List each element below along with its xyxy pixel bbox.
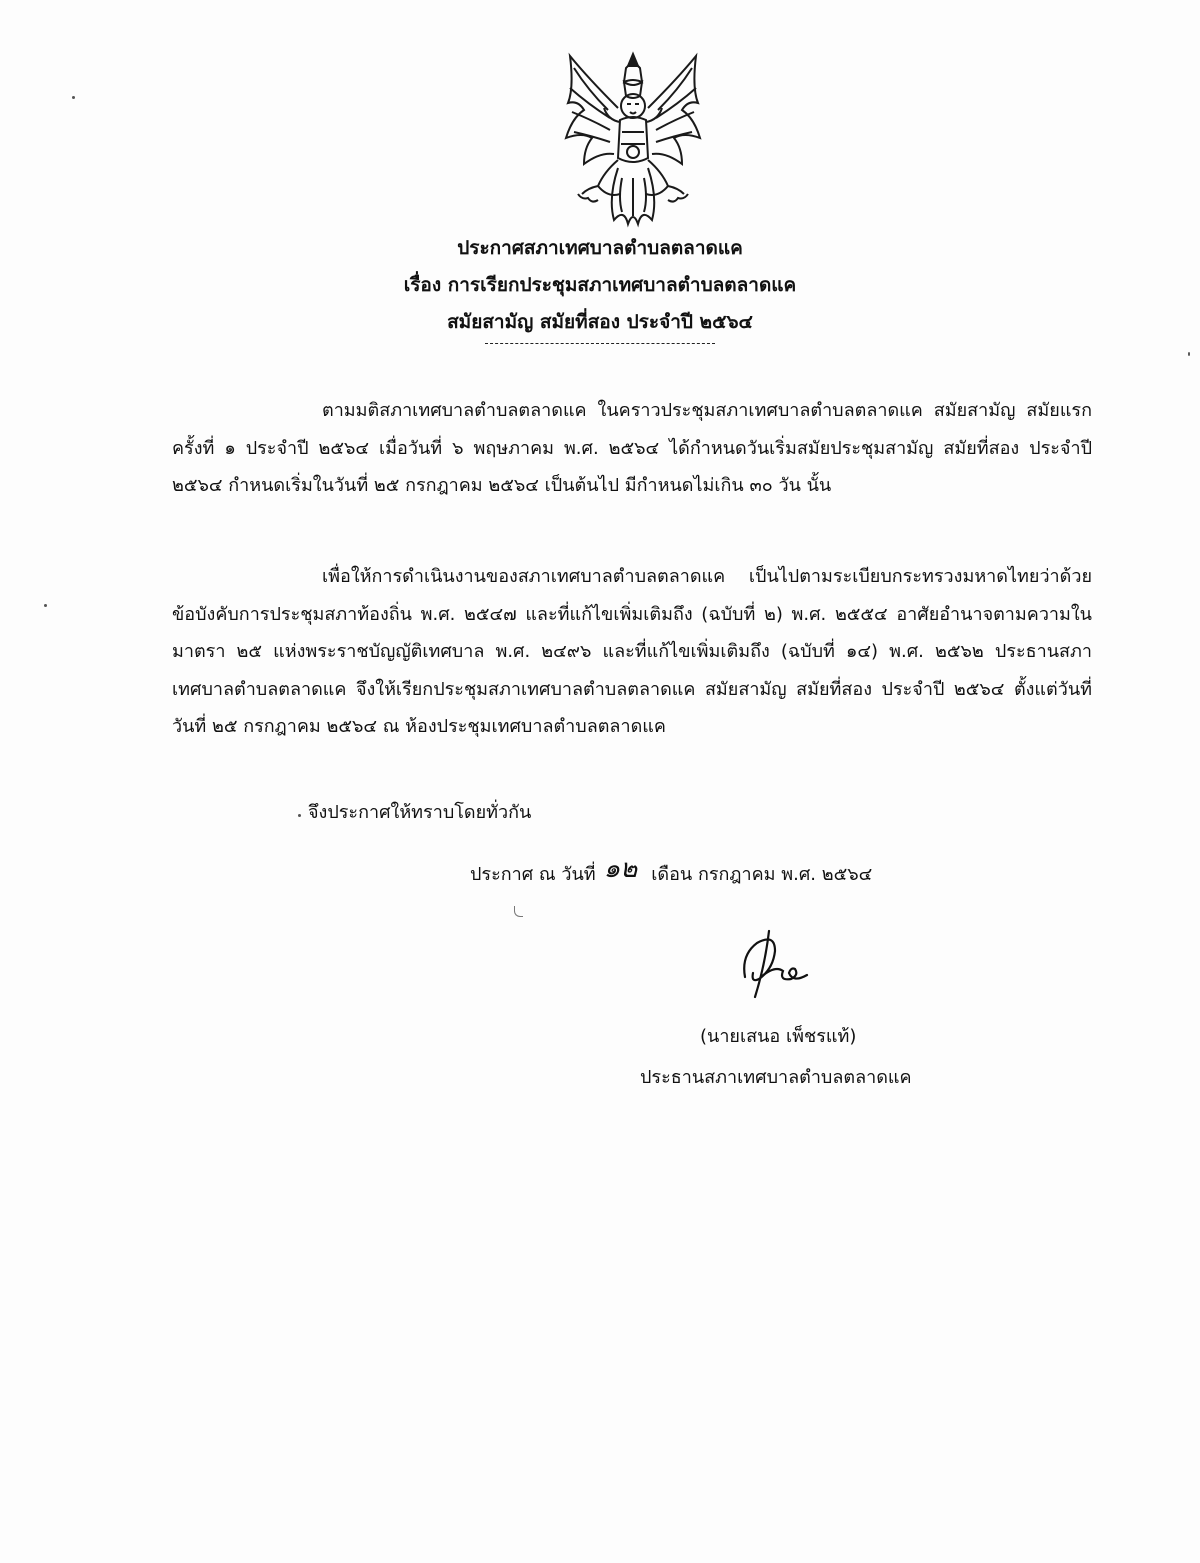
scan-speck [72, 96, 75, 99]
announcement-date [470, 854, 873, 890]
announcement-session: สมัยสามัญ สมัยที่สอง ประจำปี ๒๕๖๔ [447, 311, 753, 333]
closing-statement: จึงประกาศให้ทราบโดยทั่วกัน [308, 802, 532, 823]
announcement-title: ประกาศสภาเทศบาลตำบลตลาดแค [457, 237, 743, 259]
scan-speck [44, 604, 47, 607]
announcement-heading [300, 230, 900, 344]
scan-speck [298, 814, 301, 817]
body-paragraph-2 [172, 558, 1092, 746]
date-day-handwritten: ๑๒ [603, 854, 638, 884]
paragraph-2-text: เพื่อให้การดำเนินงานของสภาเทศบาลตำบลตลาดแค เป็นไปตามระเบียบกระทรวงมหาดไทยว่าด้วยข้อบังคับการประชุมสภาท้องถิ่น พ.ศ. ๒๕๔๗ และที่แก้ไขเพิ่มเติมถึง (ฉบับที่ ๒) พ.ศ. ๒๕๕๔ อาศัยอำนาจตามความในมาตรา ๒๕ แห่งพระราชบัญญัติเทศบาล พ.ศ. ๒๔๙๖ และที่แก้ไขเพิ่มเติมถึง (ฉบับที่ ๑๔) พ.ศ. ๒๕๖๒ ประธานสภาเทศบาลตำบลตลาดแค จึงให้เรียกประชุมสภาเทศบาลตำบลตลาดแค สมัยสามัญ สมัยที่สอง ประจำปี ๒๕๖๔ ตั้งแต่วันที่ วันที่ ๒๕ กรกฎาคม ๒๕๖๔ ณ ห้องประชุมเทศบาลตำบลตลาดแค [172, 566, 1092, 737]
signature-mark [735, 925, 835, 1005]
paragraph-1-text: ตามมติสภาเทศบาลตำบลตลาดแค ในคราวประชุมสภาเทศบาลตำบลตลาดแค สมัยสามัญ สมัยแรก ครั้งที่ ๑ ประจำปี ๒๕๖๔ เมื่อวันที่ ๖ พฤษภาคม พ.ศ. ๒๕๖๔ ได้กำหนดวันเริ่มสมัยประชุมสามัญ สมัยที่สอง ประจำปี ๒๕๖๔ กำหนดเริ่มในวันที่ ๒๕ กรกฎาคม ๒๕๖๔ เป็นต้นไป มีกำหนดไม่เกิน ๓๐ วัน นั้น [172, 400, 1092, 496]
body-paragraph-1 [172, 392, 1092, 505]
scan-speck [1188, 352, 1190, 356]
signatory-position: ประธานสภาเทศบาลตำบลตลาดแค [640, 1067, 912, 1088]
announcement-subject: เรื่อง การเรียกประชุมสภาเทศบาลตำบลตลาดแค [403, 274, 797, 296]
garuda-emblem-icon [548, 48, 718, 233]
date-prefix: ประกาศ ณ วันที่ [470, 864, 596, 885]
title-divider [485, 343, 715, 344]
signatory-name: (นายเสนอ เพ็ชรแท้) [700, 1026, 857, 1047]
stray-pen-mark [514, 906, 523, 917]
date-month-year: เดือน กรกฎาคม พ.ศ. ๒๕๖๔ [651, 864, 873, 885]
